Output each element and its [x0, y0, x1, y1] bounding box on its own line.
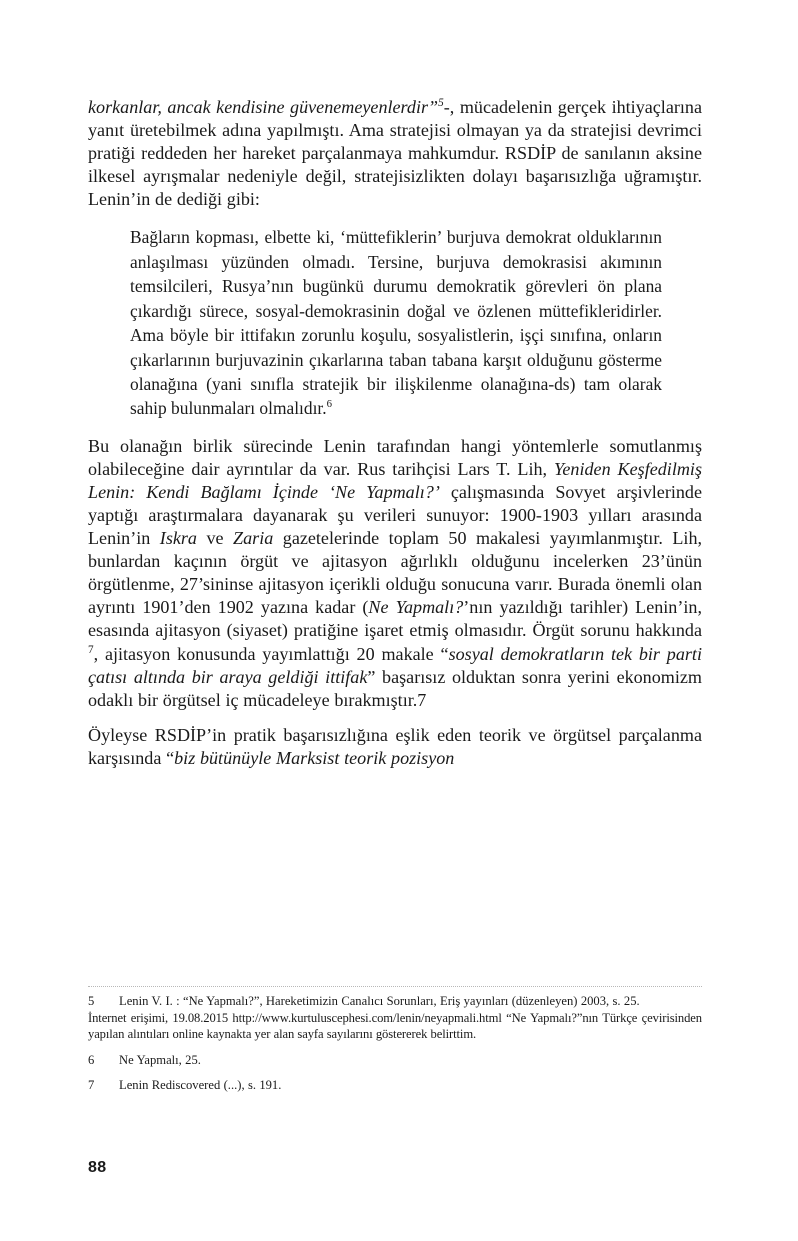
paragraph-oyleyse — [88, 724, 702, 770]
block-quote-lenin — [88, 225, 702, 420]
footnote-text: Lenin V. I. : “Ne Yapmalı?”, Hareketimizin Canalıcı Sorunları, Eriş yayınları (düzenleyen) 2003, s. 25. — [119, 994, 640, 1008]
text-run: ve — [196, 528, 234, 549]
footnote-item-5-continuation — [88, 1010, 702, 1043]
paragraph-lars-lih — [88, 435, 702, 712]
paragraph-continuation — [88, 96, 702, 211]
footnote-number: 5 — [88, 994, 95, 1008]
text-run: , ajitasyon konusunda yayımlattığı 20 makale “ — [93, 643, 449, 664]
footnote-text: İnternet erişimi, 19.08.2015 http://www.kurtuluscephesi.com/lenin/neyapmali.html “Ne Yapmalı?”nın Türkçe çevirisinden yapılan alıntıları online kaynakta yer alan sayfa sayılarını göstererek belirttim. — [88, 1010, 702, 1042]
footnote-reference-marker: 7 — [88, 643, 94, 656]
italic-run: Iskra — [159, 528, 197, 549]
text-run: Öyleyse RSDİP’in pratik başarısızlığına eşlik eden teorik ve örgütsel parçalanma karşısında “ — [88, 724, 702, 768]
text-run: çalışmasında Sovyet arşivlerinde yaptığı araştırmalara dayanarak şu verileri sunuyor: 1900-1903 yılları arasında Lenin’in — [88, 481, 702, 549]
italic-run: Yeniden Keşfedilmiş Lenin: Kendi Bağlamı İçinde ‘Ne Yapmalı?’ — [88, 458, 702, 502]
text-run: ’nın yazıldığı tarihler) Lenin’in, esasında ajitasyon (siyaset) pratiğine işaret etmiş olmasıdır. Örgüt sorunu hakkında — [88, 597, 702, 641]
footnote-reference-marker: 6 — [326, 398, 332, 411]
italic-run: Zaria — [233, 528, 274, 549]
text-run: Bu olanağın birlik sürecinde Lenin tarafından hangi yöntemlerle somutlanmış olabileceğine dair ayrıntılar da var. Rus tarihçisi Lars T. Lih, — [88, 435, 702, 479]
footnote-number: 7 — [88, 1078, 95, 1093]
italic-run: korkanlar, ancak kendisine güvenemeyenlerdir” — [88, 97, 439, 117]
footnote-item-6 — [88, 1052, 702, 1069]
footnote-separator-rule — [88, 986, 702, 988]
footnote-item-5 — [88, 993, 702, 1010]
italic-run: biz bütünüyle Marksist teorik pozisyon — [174, 747, 455, 768]
footnote-number: 6 — [88, 1052, 95, 1067]
text-run: ” başarısız olduktan sonra yerini ekonomizm odaklı bir örgütsel iç mücadeleye bırakmıştır.7 — [88, 666, 702, 710]
text-run: gazetelerinde toplam 50 makalesi yayımlanmıştır. Lih, bunlardan kaçının örgüt ve ajitasyon ağırlıklı olduğunu incelerken 23’ünün örgütlenme, 27’sininse ajitasyon içerikli olduğu sonucuna varır. Burada önemli olan ayrıntı 1901’den 1902 yazına kadar ( — [88, 528, 703, 618]
italic-run: Ne Yapmalı? — [368, 597, 464, 618]
page-number: 88 — [88, 1159, 107, 1176]
footnote-section — [88, 986, 702, 1094]
main-text-column — [88, 96, 702, 770]
footnote-reference-marker: 5 — [438, 96, 444, 109]
footnote-item-7 — [88, 1077, 702, 1094]
text-run: -, mücadelenin gerçek ihtiyaçlarına yanıt üretebilmek adına yapılmıştı. Ama stratejisi olmayan ya da stratejisi devrimci pratiği reddeden her hareket parçalanmaya mahkumdur. RSDİP de sanılanın aksine ilkesel ayrışmalar nedeniyle değil, stratejisizlikten dolayı başarısızlığa uğramıştır. Lenin’in de dediği gibi: — [88, 97, 702, 210]
italic-run: sosyal demokratların tek bir parti çatısı altında bir araya geldiği ittifak — [88, 643, 702, 687]
text-run: Bağların kopması, elbette ki, ‘müttefiklerin’ burjuva demokrat olduklarının anlaşılması yüzünden olmadı. Tersine, burjuva demokrasisi akımının temsilcileri, Rusya’nın bugünkü durumu demokratik görevleri ön plana çıkardığı sürece, sosyal-demokrasinin doğal ve özlenen müttefikleridirler. Ama böyle bir ittifakın zorunlu koşulu, sosyalistlerin, işçi sınıfına, onların çıkarlarının burjuvazinin çıkarlarına taban tabana karşıt olduğunu gösterme olanağına (yani sınıfla stratejik bir ilişkilenme olanağına-ds) tam olarak sahip bulunmaları olmalıdır. — [130, 227, 662, 419]
footnote-text: Ne Yapmalı, 25. — [119, 1052, 201, 1067]
footnote-text: Lenin Rediscovered (...), s. 191. — [119, 1078, 282, 1093]
